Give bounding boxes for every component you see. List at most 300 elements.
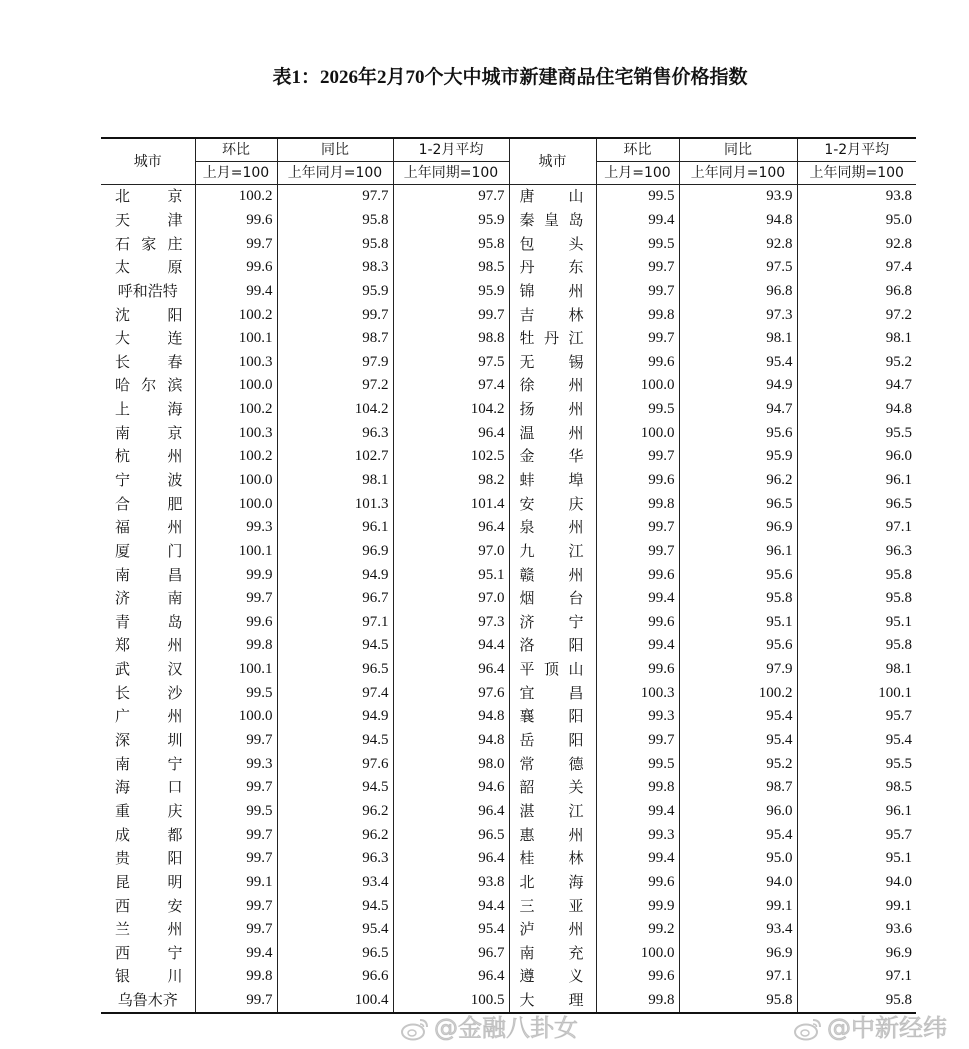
yoy-index-cell: 99.1: [679, 894, 797, 918]
avg-index-cell: 95.8: [797, 989, 916, 1014]
city-name-cell: 宁 波: [101, 469, 195, 493]
yoy-index-cell: 96.3: [277, 847, 393, 871]
avg-index-cell: 92.8: [797, 232, 916, 256]
mom-index-cell: 100.0: [596, 374, 679, 398]
city-name-cell: 石 家 庄: [101, 232, 195, 256]
yoy-index-cell: 97.1: [277, 611, 393, 635]
table-row: [101, 185, 916, 209]
mom-index-cell: 99.4: [596, 634, 679, 658]
mom-index-cell: 99.7: [596, 280, 679, 304]
city-name-cell: 九 江: [509, 540, 596, 564]
yoy-index-cell: 101.3: [277, 492, 393, 516]
yoy-index-cell: 98.3: [277, 256, 393, 280]
avg-index-cell: 95.1: [797, 847, 916, 871]
mom-index-cell: 99.7: [195, 729, 277, 753]
header-avg-left: 1-2月平均: [393, 138, 509, 162]
yoy-index-cell: 95.4: [277, 918, 393, 942]
avg-index-cell: 94.7: [797, 374, 916, 398]
yoy-index-cell: 96.0: [679, 800, 797, 824]
yoy-index-cell: 93.4: [277, 871, 393, 895]
city-name-cell: 合 肥: [101, 492, 195, 516]
avg-index-cell: 95.1: [393, 563, 509, 587]
avg-index-cell: 95.7: [797, 823, 916, 847]
table-row: [101, 729, 916, 753]
table-row: [101, 871, 916, 895]
city-name-cell: 吉 林: [509, 303, 596, 327]
mom-index-cell: 99.4: [596, 209, 679, 233]
avg-index-cell: 95.8: [797, 563, 916, 587]
mom-index-cell: 99.7: [596, 327, 679, 351]
avg-index-cell: 95.4: [797, 729, 916, 753]
yoy-index-cell: 94.9: [277, 563, 393, 587]
yoy-index-cell: 95.8: [277, 232, 393, 256]
table-row: [101, 658, 916, 682]
yoy-index-cell: 98.7: [277, 327, 393, 351]
yoy-index-cell: 94.9: [679, 374, 797, 398]
mom-index-cell: 100.1: [195, 658, 277, 682]
city-name-cell: 海 口: [101, 776, 195, 800]
yoy-index-cell: 96.2: [679, 469, 797, 493]
table-row: [101, 516, 916, 540]
avg-index-cell: 96.3: [797, 540, 916, 564]
table-row: [101, 350, 916, 374]
yoy-index-cell: 97.6: [277, 752, 393, 776]
avg-index-cell: 96.4: [393, 421, 509, 445]
avg-index-cell: 95.0: [797, 209, 916, 233]
city-name-cell: 金 华: [509, 445, 596, 469]
table-row: [101, 303, 916, 327]
yoy-index-cell: 93.9: [679, 185, 797, 209]
mom-index-cell: 99.7: [596, 540, 679, 564]
city-name-cell: 南 宁: [101, 752, 195, 776]
mom-index-cell: 100.3: [195, 421, 277, 445]
city-name-cell: 杭 州: [101, 445, 195, 469]
yoy-index-cell: 97.9: [679, 658, 797, 682]
avg-index-cell: 98.0: [393, 752, 509, 776]
mom-index-cell: 99.7: [195, 587, 277, 611]
yoy-index-cell: 100.2: [679, 681, 797, 705]
header-row-base: [101, 162, 916, 185]
city-name-cell: 厦 门: [101, 540, 195, 564]
city-name-cell: 深 圳: [101, 729, 195, 753]
page-title: 表1：2026年2月70个大中城市新建商品住宅销售价格指数: [272, 67, 748, 88]
yoy-index-cell: 96.2: [277, 823, 393, 847]
yoy-index-cell: 93.4: [679, 918, 797, 942]
yoy-index-cell: 94.5: [277, 729, 393, 753]
mom-index-cell: 99.7: [596, 256, 679, 280]
avg-index-cell: 98.8: [393, 327, 509, 351]
mom-index-cell: 99.4: [195, 280, 277, 304]
city-name-cell: 郑 州: [101, 634, 195, 658]
yoy-index-cell: 94.9: [277, 705, 393, 729]
city-name-cell: 兰 州: [101, 918, 195, 942]
city-name-cell: 南 京: [101, 421, 195, 445]
city-name-cell: 乌鲁木齐: [101, 989, 195, 1014]
yoy-index-cell: 97.4: [277, 681, 393, 705]
table-row: [101, 327, 916, 351]
mom-index-cell: 99.4: [596, 847, 679, 871]
avg-index-cell: 97.0: [393, 587, 509, 611]
price-index-table: [101, 137, 916, 1014]
mom-index-cell: 99.8: [596, 776, 679, 800]
avg-index-cell: 96.4: [393, 516, 509, 540]
city-name-cell: 西 宁: [101, 942, 195, 966]
avg-index-cell: 95.9: [393, 280, 509, 304]
table-row: [101, 232, 916, 256]
mom-index-cell: 100.1: [195, 327, 277, 351]
yoy-index-cell: 96.9: [277, 540, 393, 564]
mom-index-cell: 100.2: [195, 398, 277, 422]
avg-index-cell: 97.4: [797, 256, 916, 280]
avg-index-cell: 95.1: [797, 611, 916, 635]
yoy-index-cell: 96.3: [277, 421, 393, 445]
mom-index-cell: 100.0: [596, 942, 679, 966]
city-name-cell: 宜 昌: [509, 681, 596, 705]
avg-index-cell: 96.4: [393, 847, 509, 871]
mom-index-cell: 99.5: [195, 800, 277, 824]
city-name-cell: 青 岛: [101, 611, 195, 635]
yoy-index-cell: 97.7: [277, 185, 393, 209]
avg-index-cell: 95.8: [797, 634, 916, 658]
mom-index-cell: 99.6: [195, 611, 277, 635]
header-mom-left: 环比: [195, 138, 277, 162]
mom-index-cell: 99.4: [195, 942, 277, 966]
yoy-index-cell: 95.6: [679, 634, 797, 658]
avg-index-cell: 99.1: [797, 894, 916, 918]
yoy-index-cell: 94.0: [679, 871, 797, 895]
mom-index-cell: 99.6: [596, 658, 679, 682]
avg-index-cell: 97.7: [393, 185, 509, 209]
yoy-index-cell: 96.1: [679, 540, 797, 564]
mom-index-cell: 99.7: [195, 823, 277, 847]
city-name-cell: 常 德: [509, 752, 596, 776]
mom-index-cell: 100.3: [596, 681, 679, 705]
header-city-left: 城市: [101, 138, 195, 185]
yoy-index-cell: 99.7: [277, 303, 393, 327]
mom-index-cell: 99.8: [195, 965, 277, 989]
yoy-index-cell: 98.1: [277, 469, 393, 493]
city-name-cell: 西 安: [101, 894, 195, 918]
city-name-cell: 武 汉: [101, 658, 195, 682]
yoy-index-cell: 96.5: [277, 942, 393, 966]
table-row: [101, 445, 916, 469]
table-row: [101, 209, 916, 233]
city-name-cell: 三 亚: [509, 894, 596, 918]
avg-index-cell: 98.5: [393, 256, 509, 280]
city-name-cell: 洛 阳: [509, 634, 596, 658]
table-row: [101, 705, 916, 729]
mom-index-cell: 99.4: [596, 800, 679, 824]
mom-index-cell: 100.0: [195, 492, 277, 516]
city-name-cell: 赣 州: [509, 563, 596, 587]
mom-index-cell: 99.6: [596, 611, 679, 635]
avg-index-cell: 94.8: [797, 398, 916, 422]
yoy-index-cell: 98.1: [679, 327, 797, 351]
city-name-cell: 成 都: [101, 823, 195, 847]
avg-index-cell: 94.6: [393, 776, 509, 800]
header-mom-base-right: 上月=100: [596, 162, 679, 185]
mom-index-cell: 99.6: [195, 209, 277, 233]
avg-index-cell: 95.4: [393, 918, 509, 942]
city-name-cell: 大 理: [509, 989, 596, 1014]
avg-index-cell: 98.1: [797, 327, 916, 351]
city-name-cell: 惠 州: [509, 823, 596, 847]
mom-index-cell: 99.5: [596, 398, 679, 422]
yoy-index-cell: 97.3: [679, 303, 797, 327]
city-name-cell: 呼和浩特: [101, 280, 195, 304]
avg-index-cell: 94.4: [393, 634, 509, 658]
mom-index-cell: 99.8: [195, 634, 277, 658]
city-name-cell: 襄 阳: [509, 705, 596, 729]
city-name-cell: 上 海: [101, 398, 195, 422]
yoy-index-cell: 97.5: [679, 256, 797, 280]
mom-index-cell: 99.8: [596, 989, 679, 1014]
yoy-index-cell: 95.8: [277, 209, 393, 233]
avg-index-cell: 96.5: [393, 823, 509, 847]
mom-index-cell: 99.9: [596, 894, 679, 918]
table-row: [101, 256, 916, 280]
yoy-index-cell: 95.4: [679, 729, 797, 753]
mom-index-cell: 99.6: [596, 469, 679, 493]
mom-index-cell: 99.6: [596, 965, 679, 989]
header-mom-base-left: 上月=100: [195, 162, 277, 185]
table-row: [101, 634, 916, 658]
city-name-cell: 天 津: [101, 209, 195, 233]
avg-index-cell: 94.0: [797, 871, 916, 895]
table-row: [101, 800, 916, 824]
mom-index-cell: 99.7: [195, 989, 277, 1014]
yoy-index-cell: 95.4: [679, 350, 797, 374]
header-yoy-base-left: 上年同月=100: [277, 162, 393, 185]
city-name-cell: 哈 尔 滨: [101, 374, 195, 398]
avg-index-cell: 96.8: [797, 280, 916, 304]
yoy-index-cell: 104.2: [277, 398, 393, 422]
avg-index-cell: 95.7: [797, 705, 916, 729]
avg-index-cell: 95.9: [393, 209, 509, 233]
yoy-index-cell: 95.6: [679, 563, 797, 587]
yoy-index-cell: 96.7: [277, 587, 393, 611]
city-name-cell: 长 春: [101, 350, 195, 374]
avg-index-cell: 95.8: [797, 587, 916, 611]
city-name-cell: 南 昌: [101, 563, 195, 587]
mom-index-cell: 99.7: [195, 232, 277, 256]
yoy-index-cell: 95.9: [277, 280, 393, 304]
avg-index-cell: 96.4: [393, 965, 509, 989]
header-avg-base-left: 上年同期=100: [393, 162, 509, 185]
header-yoy-base-right: 上年同月=100: [679, 162, 797, 185]
watermark-right: [793, 1008, 947, 1043]
city-name-cell: 秦 皇 岛: [509, 209, 596, 233]
yoy-index-cell: 92.8: [679, 232, 797, 256]
mom-index-cell: 99.7: [596, 516, 679, 540]
city-name-cell: 桂 林: [509, 847, 596, 871]
yoy-index-cell: 96.5: [277, 658, 393, 682]
mom-index-cell: 100.3: [195, 350, 277, 374]
city-name-cell: 包 头: [509, 232, 596, 256]
avg-index-cell: 99.7: [393, 303, 509, 327]
header-avg-right: 1-2月平均: [797, 138, 916, 162]
header-row-top: [101, 138, 916, 162]
city-name-cell: 丹 东: [509, 256, 596, 280]
avg-index-cell: 96.5: [797, 492, 916, 516]
city-name-cell: 长 沙: [101, 681, 195, 705]
city-name-cell: 南 充: [509, 942, 596, 966]
mom-index-cell: 99.7: [195, 894, 277, 918]
avg-index-cell: 94.8: [393, 729, 509, 753]
city-name-cell: 扬 州: [509, 398, 596, 422]
city-name-cell: 牡 丹 江: [509, 327, 596, 351]
yoy-index-cell: 96.6: [277, 965, 393, 989]
yoy-index-cell: 97.1: [679, 965, 797, 989]
yoy-index-cell: 95.6: [679, 421, 797, 445]
avg-index-cell: 104.2: [393, 398, 509, 422]
weibo-icon: [793, 1017, 823, 1041]
avg-index-cell: 95.8: [393, 232, 509, 256]
mom-index-cell: 100.2: [195, 303, 277, 327]
table-row: [101, 681, 916, 705]
avg-index-cell: 100.1: [797, 681, 916, 705]
header-avg-base-right: 上年同期=100: [797, 162, 916, 185]
avg-index-cell: 96.9: [797, 942, 916, 966]
mom-index-cell: 99.5: [195, 681, 277, 705]
mom-index-cell: 99.7: [195, 776, 277, 800]
city-name-cell: 遵 义: [509, 965, 596, 989]
avg-index-cell: 93.8: [797, 185, 916, 209]
mom-index-cell: 99.7: [596, 445, 679, 469]
mom-index-cell: 99.6: [195, 256, 277, 280]
avg-index-cell: 101.4: [393, 492, 509, 516]
mom-index-cell: 99.7: [596, 729, 679, 753]
mom-index-cell: 100.2: [195, 185, 277, 209]
avg-index-cell: 96.4: [393, 800, 509, 824]
mom-index-cell: 99.4: [596, 587, 679, 611]
yoy-index-cell: 96.5: [679, 492, 797, 516]
table-row: [101, 398, 916, 422]
yoy-index-cell: 97.9: [277, 350, 393, 374]
table-row: [101, 374, 916, 398]
yoy-index-cell: 95.0: [679, 847, 797, 871]
mom-index-cell: 100.0: [195, 469, 277, 493]
avg-index-cell: 102.5: [393, 445, 509, 469]
table-row: [101, 752, 916, 776]
city-name-cell: 泉 州: [509, 516, 596, 540]
yoy-index-cell: 94.5: [277, 634, 393, 658]
city-name-cell: 银 川: [101, 965, 195, 989]
avg-index-cell: 98.5: [797, 776, 916, 800]
watermark-left: [400, 1008, 578, 1043]
mom-index-cell: 100.0: [195, 374, 277, 398]
avg-index-cell: 97.6: [393, 681, 509, 705]
table-row: [101, 421, 916, 445]
table-row: [101, 894, 916, 918]
city-name-cell: 岳 阳: [509, 729, 596, 753]
avg-index-cell: 97.0: [393, 540, 509, 564]
yoy-index-cell: 96.9: [679, 516, 797, 540]
city-name-cell: 烟 台: [509, 587, 596, 611]
yoy-index-cell: 94.7: [679, 398, 797, 422]
city-name-cell: 北 京: [101, 185, 195, 209]
city-name-cell: 温 州: [509, 421, 596, 445]
mom-index-cell: 99.7: [195, 847, 277, 871]
city-name-cell: 福 州: [101, 516, 195, 540]
table-row: [101, 823, 916, 847]
avg-index-cell: 98.1: [797, 658, 916, 682]
table-row: [101, 918, 916, 942]
watermark-left-text: @金融八卦女: [434, 1014, 578, 1042]
yoy-index-cell: 96.8: [679, 280, 797, 304]
mom-index-cell: 99.6: [596, 563, 679, 587]
mom-index-cell: 99.3: [195, 516, 277, 540]
city-name-cell: 大 连: [101, 327, 195, 351]
mom-index-cell: 100.0: [596, 421, 679, 445]
table-row: [101, 942, 916, 966]
table-row: [101, 563, 916, 587]
avg-index-cell: 93.6: [797, 918, 916, 942]
city-name-cell: 安 庆: [509, 492, 596, 516]
avg-index-cell: 94.4: [393, 894, 509, 918]
city-name-cell: 唐 山: [509, 185, 596, 209]
city-name-cell: 济 宁: [509, 611, 596, 635]
table-row: [101, 587, 916, 611]
mom-index-cell: 100.0: [195, 705, 277, 729]
header-yoy-right: 同比: [679, 138, 797, 162]
city-name-cell: 蚌 埠: [509, 469, 596, 493]
mom-index-cell: 99.9: [195, 563, 277, 587]
yoy-index-cell: 100.4: [277, 989, 393, 1014]
avg-index-cell: 97.1: [797, 516, 916, 540]
avg-index-cell: 96.1: [797, 800, 916, 824]
yoy-index-cell: 94.8: [679, 209, 797, 233]
mom-index-cell: 99.1: [195, 871, 277, 895]
avg-index-cell: 97.5: [393, 350, 509, 374]
table-row: [101, 469, 916, 493]
city-name-cell: 太 原: [101, 256, 195, 280]
mom-index-cell: 99.6: [596, 350, 679, 374]
mom-index-cell: 99.5: [596, 752, 679, 776]
city-name-cell: 湛 江: [509, 800, 596, 824]
table-row: [101, 280, 916, 304]
mom-index-cell: 100.1: [195, 540, 277, 564]
city-name-cell: 昆 明: [101, 871, 195, 895]
mom-index-cell: 99.5: [596, 232, 679, 256]
yoy-index-cell: 102.7: [277, 445, 393, 469]
yoy-index-cell: 94.5: [277, 776, 393, 800]
avg-index-cell: 98.2: [393, 469, 509, 493]
city-name-cell: 徐 州: [509, 374, 596, 398]
avg-index-cell: 94.8: [393, 705, 509, 729]
yoy-index-cell: 96.1: [277, 516, 393, 540]
city-name-cell: 泸 州: [509, 918, 596, 942]
mom-index-cell: 99.3: [596, 705, 679, 729]
table-row: [101, 847, 916, 871]
mom-index-cell: 99.7: [195, 918, 277, 942]
city-name-cell: 沈 阳: [101, 303, 195, 327]
header-mom-right: 环比: [596, 138, 679, 162]
avg-index-cell: 97.1: [797, 965, 916, 989]
avg-index-cell: 95.2: [797, 350, 916, 374]
table-row: [101, 540, 916, 564]
mom-index-cell: 99.6: [596, 871, 679, 895]
avg-index-cell: 95.5: [797, 421, 916, 445]
yoy-index-cell: 96.2: [277, 800, 393, 824]
table-row: [101, 965, 916, 989]
weibo-icon: [400, 1017, 430, 1041]
avg-index-cell: 97.3: [393, 611, 509, 635]
mom-index-cell: 99.8: [596, 492, 679, 516]
city-name-cell: 重 庆: [101, 800, 195, 824]
header-city-right: 城市: [509, 138, 596, 185]
avg-index-cell: 97.2: [797, 303, 916, 327]
